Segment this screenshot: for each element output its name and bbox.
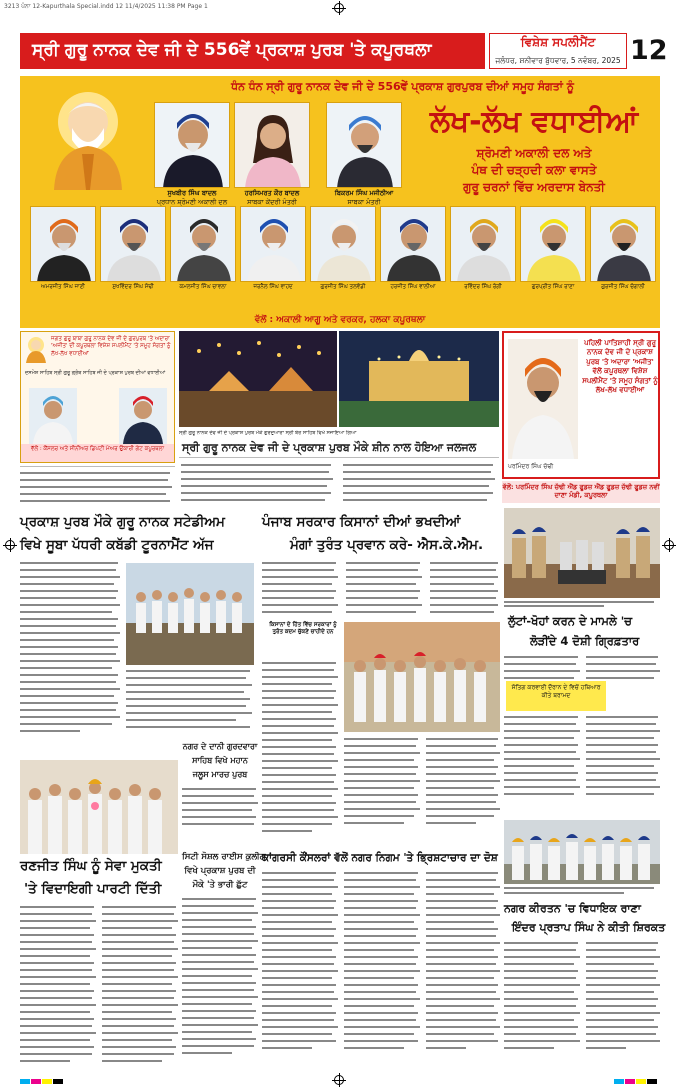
story-headline: ਨਗਰ ਕੀਰਤਨ 'ਚ ਵਿਧਾਇਕ ਰਾਣਾ [504,902,641,915]
person-name: ਬਿਕਰਮ ਸਿੰਘ ਮਜੀਠੀਆ [334,189,394,197]
kirtan-photo [504,820,660,884]
photo-caption [504,886,660,898]
portrait-photo [240,206,306,282]
event-headline: ਸ੍ਰੀ ਗੁਰੂ ਨਾਨਕ ਦੇਵ ਜੀ ਦੇ ਪ੍ਰਕਾਸ਼ ਪੁਰਬ ਮੌਕੇ ਸ਼ੀਨ ਨਾਲ ਹੋਇਆ ਜਲਜਲ [182,441,477,454]
color-bar [53,1079,63,1084]
right-advertisement [502,331,660,479]
greeting-big-text: ਲੱਖ-ਲੱਖ ਵਧਾਈਆਂ [429,104,639,139]
portrait-caption: ਜਰਨੈਲ ਸਿੰਘ ਵਾਹਦ [253,284,293,290]
page-headline: ਸ੍ਰੀ ਗੁਰੂ ਨਾਨਕ ਦੇਵ ਜੀ ਦੇ 556ਵੇਂ ਪ੍ਰਕਾਸ਼ ਪੁਰਬ 'ਤੇ ਕਪੂਰਥਲਾ [20,33,485,69]
greeting-line: ਪੰਥ ਦੀ ਚੜ੍ਹਦੀ ਕਲਾ ਵਾਸਤੇ [471,163,597,177]
portrait-photo [100,206,166,282]
portrait-photo [380,206,446,282]
sub-headline: ਵਿਖੇ ਪ੍ਰਕਾਸ਼ ਪੁਰਬ ਦੀ [184,866,256,876]
column-text [20,470,175,510]
right-ad-name: ਪਰਮਿੰਦਰ ਸਿੰਘ ਚੱਢੀ [508,463,554,470]
story-headline: ਲੋੜੀਂਦੇ 4 ਦੋਸ਼ੀ ਗ੍ਰਿਫ਼ਤਾਰ [530,634,640,648]
person-role: ਸਾਬਕਾ ਮੰਤਰੀ [347,198,381,206]
ad-footer: ਵੱਲੋਂ : ਅਕਾਲੀ ਆਗੂ ਅਤੇ ਵਰਕਰ, ਹਲਕਾ ਕਪੂਰਥਲਾ [20,313,660,328]
portrait-caption: ਕਮਲਜੀਤ ਸਿੰਘ ਚਾਵਲਾ [179,284,227,290]
sub-headline: ਜਲੂਸ ਮਾਰਚ ਪੁਰਬ [192,770,248,779]
column-text [344,736,500,836]
portrait-photo [154,102,230,188]
portrait-caption: ਗੁਰਜੀਤ ਸਿੰਘ ਚੰਗਾਲੀ [601,284,645,290]
farewell-photo [20,760,178,854]
portrait-caption [320,189,408,207]
pull-quote: ਕਿਸਾਨਾਂ ਦੇ ਹਿੱਤ ਵਿੱਚ ਸਰਕਾਰਾਂ ਨੂੰ ਤੁਰੰਤ ਕਦਮ ਚੁੱਕਣੇ ਚਾਹੀਦੇ ਹਨ [269,622,337,636]
page-number: 12 [630,35,668,66]
notice-footer: ਵੱਲੋਂ : ਕੌਂਸਲਰ ਅਤੇ ਸੀਨੀਅਰ ਡਿਪਟੀ ਮੇਅਰ ਉਂਕਾਰੀ ਗੇਟ ਕਪੂਰਥਲਾ [21,444,174,462]
highlight-box: ਸੱਤਿਗ ਕਰਵਾਈ ਦੌਰਾਨ ਦੇ ਵਿਚੋਂ ਹਥਿਆਰ ਕੀਤੇ ਬਰਾਮਦ [506,681,606,711]
event-photo-caption: ਸ੍ਰੀ ਗੁਰੂ ਨਾਨਕ ਦੇਵ ਜੀ ਦੇ ਪ੍ਰਕਾਸ਼ ਪੁਰਬ ਮੌਕੇ ਗੁਰਦੁਆਰਾ ਸ੍ਰੀ ਬੇਰ ਸਾਹਿਬ ਵਿਖੇ ਸਜਾਇਆ ਗਿਆ [179,430,357,436]
photo-caption [504,600,660,610]
person-name: ਹਰਸਿਮਰਤ ਕੌਰ ਬਾਦਲ [244,189,300,197]
story-headline: ਰਣਜੀਤ ਸਿੰਘ ਨੂੰ ਸੇਵਾ ਮੁਕਤੀ [20,858,162,874]
column-text [504,940,660,1066]
column-text [126,668,254,738]
event-photo-night [179,331,337,427]
right-ad-footer: ਵੱਲੋਂ: ਪਰਮਿੰਦਰ ਸਿੰਘ ਚੱਢੀ ਐਂਡ ਫੂਡਜ਼ ਐਂਡ ਫੂਡਜ਼ ਚੱਢੀ ਫੂਡਜ਼ ਨਵੀਂ ਦਾਣਾ ਮੰਡੀ, ਕਪੂਰਥਲਾ [502,481,660,503]
column-text [182,786,258,834]
registration-mark-icon [334,1075,344,1085]
person-name: ਸੁਖਬੀਰ ਸਿੰਘ ਬਾਦਲ [167,189,217,197]
notice-text: ਜਗਤ ਗੁਰੂ ਬਾਬਾ ਗੁਰੂ ਨਾਨਕ ਦੇਵ ਜੀ ਦੇ ਗੁਰਪੁਰਬ 'ਤੇ ਅਦਾਰਾ 'ਅਜੀਤ' ਦੀ ਕਪੂਰਥਲਾ ਵਿਸ਼ੇਸ਼ ਸਪਲੀਮੈਂਟ 'ਤੇ ਸਮੂਹ ਸੰਗਤਾਂ ਨੂੰ ਲੱਖ-ਲੱਖ ਵਧਾਈਆਂ [51,336,171,357]
arrest-photo [504,508,660,598]
notice-advertisement [20,331,175,463]
divider [20,466,175,467]
color-bar [636,1079,646,1084]
story-headline: ਵਿਖੇ ਸੂਬਾ ਪੱਧਰੀ ਕਬੱਡੀ ਟੂਰਨਾਮੈਂਟ ਅੱਜ [20,537,214,553]
guru-portrait-icon [24,335,48,363]
greeting-line: ਗੁਰੂ ਚਰਨਾਂ ਵਿੱਚ ਅਰਦਾਸ ਬੇਨਤੀ [463,180,605,194]
color-bar [647,1079,657,1084]
portrait-caption: ਰਵਿੰਦਰ ਸਿੰਘ ਰੰਗੀ [464,284,502,290]
stadium-photo [126,563,254,665]
color-bar [42,1079,52,1084]
farmers-photo [344,622,500,732]
portrait-caption: ਹਰਜੀਤ ਸਿੰਘ ਵਾਲੀਆ [390,284,436,290]
portrait-photo [520,206,586,282]
column-text [181,462,497,508]
file-meta-line: 3213 ਪੰਨਾ 12-Kapurthala Special.indd 12 11/4/2025 11:38 PM Page 1 [4,3,208,10]
portrait-caption: ਅਮਰਜੀਤ ਸਿੰਘ ਜਾਣੀ [41,284,85,290]
notice-small-text: ਦਸਮੇਸ਼ ਸਾਹਿਬ ਸ੍ਰੀ ਗੁਰੂ ਗ੍ਰੰਥ ਸਾਹਿਬ ਜੀ ਦੇ ਪ੍ਰਕਾਸ਼ ਪੁਰਬ ਦੀਆਂ ਵਧਾਈਆਂ [25,370,166,376]
greeting-advertisement [20,76,660,328]
color-bar [614,1079,624,1084]
column-text [182,896,258,1066]
story-headline: ਇੰਦਰ ਪ੍ਰਤਾਪ ਸਿੰਘ ਨੇ ਕੀਤੀ ਸ਼ਿਰਕਤ [512,921,666,934]
column-text [20,904,178,1070]
portrait-photo [450,206,516,282]
greeting-line: ਸ਼੍ਰੋਮਣੀ ਅਕਾਲੀ ਦਲ ਅਤੇ [476,146,592,160]
portrait-photo [326,102,402,188]
portrait-caption [228,189,316,207]
portrait-photo [29,388,77,444]
ad-top-line: ਧੰਨ ਧੰਨ ਸ੍ਰੀ ਗੁਰੂ ਨਾਨਕ ਦੇਵ ਜੀ ਦੇ 556ਵੇਂ ਪ੍ਰਕਾਸ਼ ਗੁਰਪੁਰਬ ਦੀਆਂ ਸਮੂਹ ਸੰਗਤਾਂ ਨੂੰ [231,80,574,93]
color-bar [625,1079,635,1084]
story-headline: 'ਤੇ ਵਿਦਾਇਗੀ ਪਾਰਟੀ ਦਿੱਤੀ [24,881,162,897]
guru-nanak-portrait-icon [24,84,152,190]
portrait-photo [310,206,376,282]
portrait-caption: ਗੁਰਜੀਤ ਸਿੰਘ ਤਲਵੰਡੀ [320,284,366,290]
portrait-caption: ਗੁਰਪ੍ਰੀਤ ਸਿੰਘ ਰਾਣਾ [531,284,575,290]
special-title: ਵਿਸ਼ੇਸ਼ ਸਪਲੀਮੈਂਟ [520,35,596,49]
portrait-photo [119,388,167,444]
registration-mark-icon [664,540,674,550]
column-text [20,560,122,738]
divider [179,457,499,458]
portrait-photo [590,206,656,282]
registration-mark-icon [334,3,344,13]
story-headline: ਪੰਜਾਬ ਸਰਕਾਰ ਕਿਸਾਨਾਂ ਦੀਆਂ ਭਖਦੀਆਂ [262,514,461,530]
portrait-photo [234,102,310,188]
portrait-photo [508,339,578,459]
event-photo-gurdwara [339,331,499,427]
story-headline: ਲੁੱਟਾਂ-ਖੋਹਾਂ ਕਰਨ ਦੇ ਮਾਮਲੇ 'ਚ [508,614,633,628]
portrait-caption: ਸੁਖਵਿੰਦਰ ਸਿੰਘ ਸੋਢੀ [112,284,154,290]
portrait-caption [148,189,236,207]
column-text [262,560,500,618]
column-text [504,654,660,814]
dateline: ਜਲੰਧਰ, ਸ਼ਨੀਵਾਰ ਬੁੱਧਵਾਰ, 5 ਨਵੰਬਰ, 2025 [495,56,621,65]
portrait-photo [170,206,236,282]
portrait-photo [30,206,96,282]
registration-mark-icon [5,540,15,550]
person-role: ਪ੍ਰਧਾਨ ਸ਼੍ਰੋਮਣੀ ਅਕਾਲੀ ਦਲ [156,198,228,206]
story-headline: ਪ੍ਰਕਾਸ਼ ਪੁਰਬ ਮੌਕੇ ਗੁਰੂ ਨਾਨਕ ਸਟੇਡੀਅਮ [20,514,225,530]
story-headline: ਮੰਗਾਂ ਤੁਰੰਤ ਪ੍ਰਵਾਨ ਕਰੇ- ਐਸ.ਕੇ.ਐਮ. [290,537,484,553]
special-supplement-box [489,33,627,69]
color-bar [31,1079,41,1084]
column-text [262,660,340,838]
sub-headline: ਨਗਰ ਦੇ ਦਾਨੀ ਗੁਰਦਵਾਰਾ [182,742,258,751]
color-bar [20,1079,30,1084]
column-text [262,870,500,1066]
story-headline: ਕਾਂਗਰਸੀ ਕੌਂਸਲਰਾਂ ਵੱਲੋਂ ਨਗਰ ਨਿਗਮ 'ਤੇ ਭ੍ਰਿਸ਼ਟਾਚਾਰ ਦਾ ਦੋਸ਼ [262,852,498,864]
sub-headline: ਸਾਹਿਬ ਵਿਖੇ ਮਹਾਨ [192,756,248,765]
person-role: ਸਾਬਕਾ ਕੇਂਦਰੀ ਮੰਤਰੀ [247,198,297,206]
sub-headline: ਮੌਕੇ 'ਤੇ ਭਾਰੀ ਛੁੱਟ [192,880,248,890]
sub-headline: ਸਿਟੀ ਸੋਸ਼ਲ ਰਾਈਸ ਕੁਲੀਗ [182,852,266,862]
right-ad-text: ਪਹਿਲੀ ਪਾਤਿਸ਼ਾਹੀ ਸ੍ਰੀ ਗੁਰੂ ਨਾਨਕ ਦੇਵ ਜੀ ਦੇ ਪ੍ਰਕਾਸ਼ ਪੁਰਬ 'ਤੇ ਅਦਾਰਾ 'ਅਜੀਤ' ਵੱਲੋਂ ਕਪੂਰਥਲਾ ਵਿਸ਼ੇਸ਼ ਸਪਲੀਮੈਂਟ 'ਤੇ ਸਮੂਹ ਸੰਗਤਾਂ ਨੂੰ ਲੱਖ-ਲੱਖ ਵਧਾਈਆਂ [582,339,658,395]
